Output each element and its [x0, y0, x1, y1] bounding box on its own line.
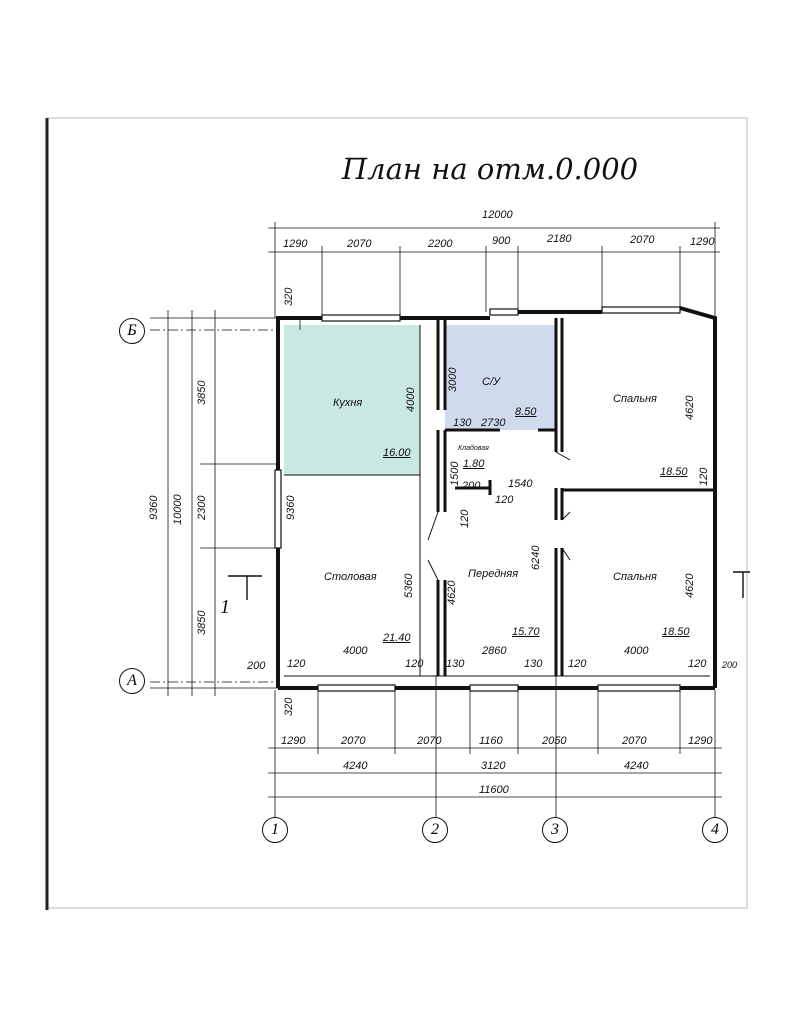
dim-200-mid: 200	[462, 480, 481, 492]
dim-dining-wall: 9360	[285, 495, 297, 520]
dim-120-left-wall: 120	[459, 509, 471, 528]
dim-inside-120-a: 120	[287, 658, 306, 670]
dim-bot-span-3: 4240	[624, 760, 649, 772]
dim-inside-4000-a: 4000	[343, 645, 368, 657]
dim-120-mid: 120	[495, 494, 514, 506]
dim-hall-height: 4620	[446, 580, 458, 605]
dim-left-inner: 9360	[148, 495, 160, 520]
room-hall-name: Передняя	[468, 568, 519, 580]
dim-bedroom-bottom-height: 4620	[684, 573, 696, 598]
dim-1500: 1500	[449, 461, 461, 486]
dim-inside-130-b: 130	[524, 658, 543, 670]
dim-inside-120-c: 120	[568, 658, 587, 670]
dim-top-seg-3: 2200	[428, 238, 453, 250]
dim-bot-seg-6: 2070	[622, 735, 647, 747]
dim-inside-200-left: 200	[247, 660, 266, 672]
room-bath-name: С/У	[482, 376, 501, 388]
bottom-dimension-lines	[268, 676, 722, 818]
axis-row-b-bubble: Б	[119, 318, 145, 344]
axis-col-3-bubble: 3	[542, 817, 568, 843]
dim-bot-seg-7: 1290	[688, 735, 713, 747]
dim-left-outer: 10000	[172, 494, 184, 525]
room-pantry-name: Кладовая	[458, 445, 489, 452]
dim-top-seg-4: 900	[492, 235, 511, 247]
dim-bot-span-2: 3120	[481, 760, 506, 772]
axis-col-1-bubble: 1	[262, 817, 288, 843]
dim-top-seg-2: 2070	[347, 238, 372, 250]
dim-left-top-offset: 320	[283, 287, 295, 306]
room-kitchen-area: 16.00	[383, 447, 411, 459]
room-bath-area: 8.50	[515, 406, 537, 418]
room-bedroom-bottom-name: Спальня	[613, 571, 657, 583]
dim-inside-2860: 2860	[482, 645, 507, 657]
room-bedroom-top-name: Спальня	[613, 393, 657, 405]
dim-bot-seg-4: 1160	[479, 735, 503, 747]
dim-inside-120-b: 120	[405, 658, 424, 670]
room-bedroom-top-area: 18.50	[660, 466, 688, 478]
dim-130-top: 130	[453, 417, 472, 429]
dim-inside-130-a: 130	[446, 658, 465, 670]
room-bedroom-bottom-area: 18.50	[662, 626, 690, 638]
dim-inside-200-right: 200	[722, 660, 738, 670]
dim-dining-height: 5360	[403, 573, 415, 598]
dim-120-right-wall: 120	[698, 467, 710, 486]
room-hall-area: 15.70	[512, 626, 540, 638]
dim-top-seg-7: 1290	[690, 236, 715, 248]
axis-col-2-bubble: 2	[422, 817, 448, 843]
axis-col-4-bubble: 4	[702, 817, 728, 843]
dim-top-seg-6: 2070	[630, 234, 655, 246]
dim-corridor-height: 6240	[530, 545, 542, 570]
axis-row-a-bubble: А	[119, 668, 145, 694]
dim-left-part-3: 3850	[196, 610, 208, 635]
dim-bot-span-1: 4240	[343, 760, 368, 772]
room-kitchen-name: Кухня	[333, 397, 363, 409]
axis-lines	[150, 330, 278, 818]
dim-1540: 1540	[508, 478, 533, 490]
dim-inside-4000-b: 4000	[624, 645, 649, 657]
dim-left-part-1: 3850	[196, 380, 208, 405]
room-dining-name: Столовая	[324, 571, 377, 583]
dim-2730: 2730	[481, 417, 506, 429]
dim-bot-seg-5: 2050	[542, 735, 567, 747]
room-dining-area: 21.40	[383, 632, 411, 644]
dim-kitchen-height: 4000	[405, 387, 417, 412]
dim-bedroom-top-height: 4620	[684, 395, 696, 420]
dim-bath-height: 3000	[447, 367, 459, 392]
dim-top-seg-5: 2180	[547, 233, 572, 245]
room-pantry-area: 1.80	[463, 458, 485, 470]
section-mark-label: 1	[220, 596, 230, 618]
plan-title: План на отм.0.000	[341, 152, 639, 186]
dim-bot-overall: 11600	[479, 784, 509, 796]
dim-bot-seg-1: 1290	[281, 735, 306, 747]
dim-left-part-2: 2300	[196, 495, 208, 520]
dim-bot-seg-2: 2070	[341, 735, 366, 747]
dim-top-overall: 12000	[482, 209, 513, 221]
dim-bot-seg-3: 2070	[417, 735, 442, 747]
dim-left-bottom-offset: 320	[283, 697, 295, 716]
dim-inside-120-d: 120	[688, 658, 707, 670]
dim-top-seg-1: 1290	[283, 238, 308, 250]
